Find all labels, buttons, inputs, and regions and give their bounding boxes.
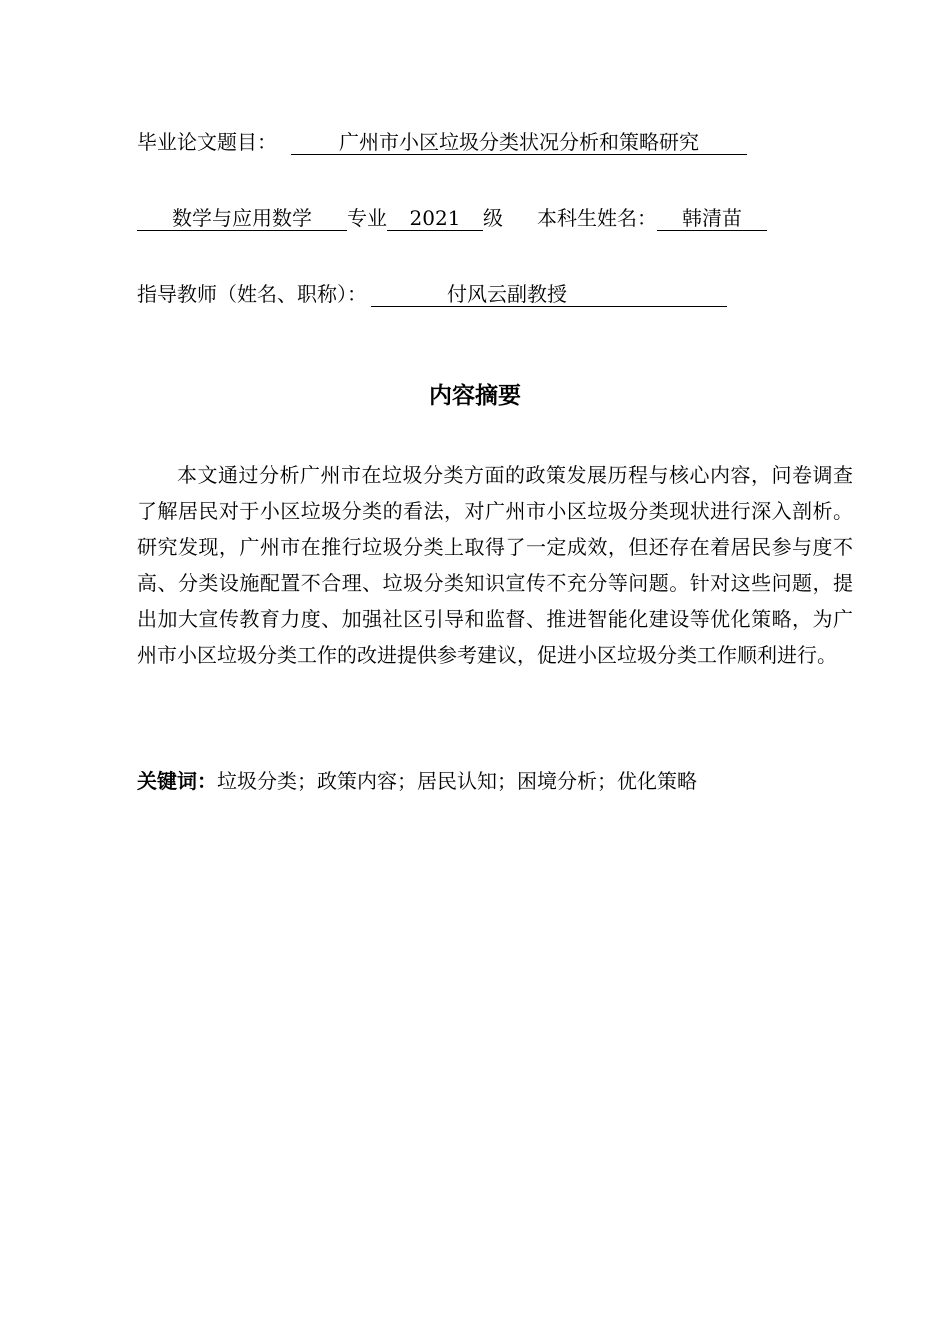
advisor-label: 指导教师（姓名、职称）： bbox=[137, 282, 367, 306]
advisor-line bbox=[137, 280, 727, 308]
keywords-value: 垃圾分类；政策内容；居民认知；困境分析；优化策略 bbox=[217, 769, 697, 793]
advisor-value bbox=[371, 282, 727, 307]
advisor-value-text: 付风云副教授 bbox=[447, 282, 567, 306]
thesis-title-label: 毕业论文题目： bbox=[137, 130, 277, 154]
keywords-line bbox=[137, 765, 697, 797]
major-value: 数学与应用数学 bbox=[137, 206, 347, 231]
abstract-body: 本文通过分析广州市在垃圾分类方面的政策发展历程与核心内容，问卷调查了解居民对于小区垃圾分类的看法，对广州市小区垃圾分类现状进行深入剖析。研究发现，广州市在推行垃圾分类上取得了一定成效，但还存在着居民参与度不高、分类设施配置不合理、垃圾分类知识宣传不充分等问题。针对这些问题，提出加大宣传教育力度、加强社区引导和监督、推进智能化建设等优化策略，为广州市小区垃圾分类工作的改进提供参考建议，促进小区垃圾分类工作顺利进行。 bbox=[137, 463, 853, 667]
student-name-label: 本科生姓名： bbox=[537, 206, 657, 230]
grade-label: 级 bbox=[483, 206, 503, 230]
thesis-title-value: 广州市小区垃圾分类状况分析和策略研究 bbox=[291, 130, 747, 155]
abstract-heading: 内容摘要 bbox=[429, 383, 521, 409]
student-name-value: 韩清苗 bbox=[657, 206, 767, 231]
grade-value: 2021 bbox=[387, 206, 483, 231]
student-info-line bbox=[137, 204, 767, 232]
thesis-title-line bbox=[137, 128, 747, 156]
major-label: 专业 bbox=[347, 206, 387, 230]
keywords-label: 关键词： bbox=[137, 769, 217, 793]
